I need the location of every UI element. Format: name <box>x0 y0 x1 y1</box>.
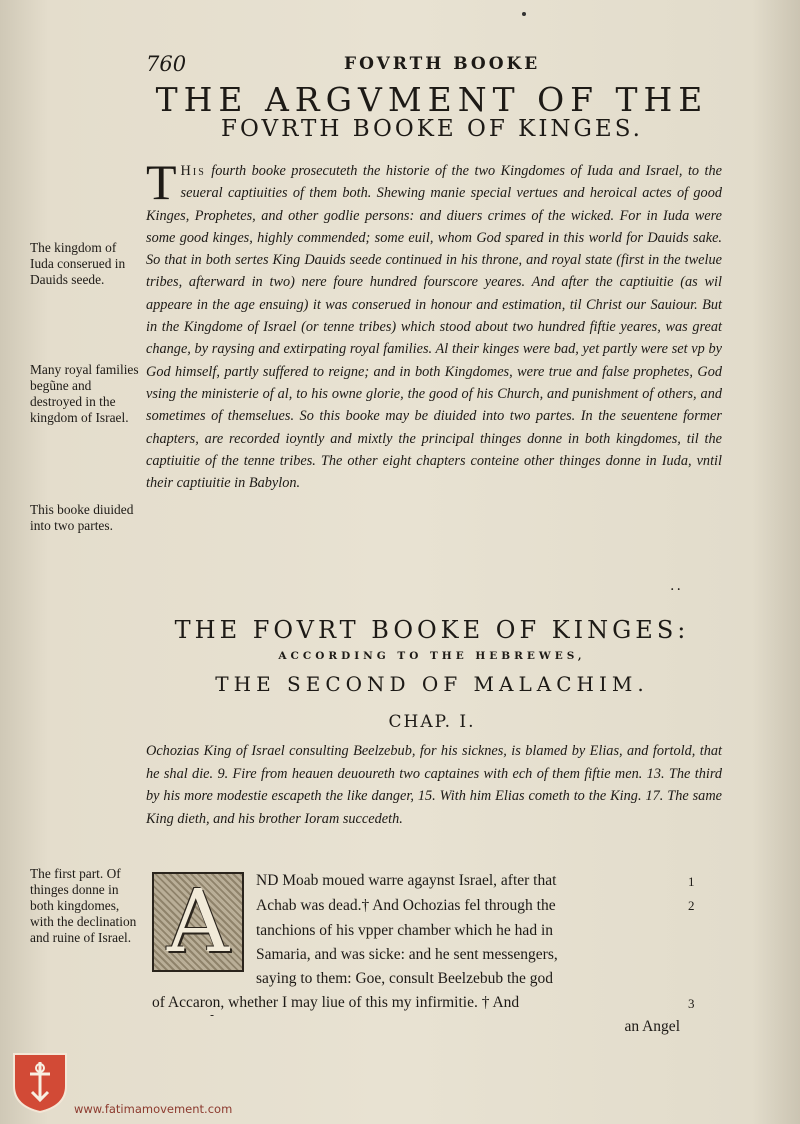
verse-number: 2 <box>688 898 695 913</box>
margin-note-1: The kingdom of Iuda conserued in Dauids seede. <box>30 240 126 287</box>
verse-line-5: saying to them: Goe, consult Beelzebub the god <box>256 970 554 987</box>
section-flourish: .. <box>670 578 683 594</box>
verse-line-6: of Accaron, whether I may liue of this my infirmitie. † And <box>152 994 520 1011</box>
argument-title: THE ARGVMENT OF THE <box>155 80 709 119</box>
verse-number: 1 <box>688 874 695 889</box>
shield-logo-icon <box>12 1052 68 1114</box>
book-second-title: THE SECOND OF MALACHIM. <box>215 672 649 696</box>
running-head: FOVRTH BOOKE <box>344 54 541 74</box>
argument-body-text: fourth booke prosecuteth the historie of the two Kingdomes of Iuda and Israel, to the seueral captiuities of them both. Shewing manie special vertues and heroical actes of good Kinges, Prophetes, and other godlie persons: and diuers crimes of the wicked. For in Iuda were some good kinges, highly commended; some euil, whom God spared in this world for Dauids sake. So that in both sertes King Dauids seede continued in his throne, and royal state (first in the twelue tribes, afterward in two) nere foure hundred fourscore yeares. And after the captiuitie (as wil appeare in the age ensuing) it was conserued in honour and estimation, til Christ our Sauiour. But in the Kingdome of Israel (or tenne tribes) which stood about two hundred fiftie yeares, was great change, by raysing and extirpating royal families. Al their kinges were bad, yet partly were set vp by God himself, partly suffered to reigne; and in both Kingdomes, were true and false prophetes, God vsing the ministerie of al, to his owne glorie, the good of his Church, and punishment of others, and sometimes of themselues. So this booke may be diuided into two partes. In the seuentene former chapters, are recorded ioyntly and mixtly the principal thinges donne in both kingdomes, til the captiuitie of the tenne tribes. The other eight chapters conteine other thinges donne in Iuda, vntil their captiuitie in Babylon. <box>146 163 722 492</box>
argument-subtitle: FOVRTH BOOKE OF KINGES. <box>221 116 643 142</box>
decorated-initial <box>152 872 244 972</box>
verse-line-2: Achab was dead.† And Ochozias fel through the <box>256 897 556 914</box>
verse-line-1: ND Moab moued warre agaynst Israel, after that <box>256 872 557 889</box>
book-title: THE FOVRT BOOKE OF KINGES: <box>174 616 690 644</box>
page-number: 760 <box>146 52 187 76</box>
initial-letter: A <box>166 872 230 972</box>
dropcap-letter: T <box>146 154 177 210</box>
margin-note-3: This booke diuided into two partes. <box>30 502 134 533</box>
verse-line-7: an Angel <box>624 1018 680 1035</box>
ink-dot <box>522 12 526 16</box>
book-subline: ACCORDING TO THE HEBREWES, <box>278 650 586 662</box>
argument-first-word: His <box>180 163 206 179</box>
verse-number: 3 <box>688 996 695 1011</box>
argument-text <box>146 154 722 494</box>
chapter-heading: CHAP. I. <box>388 712 476 732</box>
verse-line-3: tanchions of his vpper chamber which he had in <box>256 922 553 939</box>
verse-line-4: Samaria, and was sicke: and he sent messengers, <box>256 946 558 963</box>
margin-note-4: The first part. Of thinges donne in both kingdomes, with the declination and ruine of Israel. <box>30 866 137 945</box>
chapter-summary: Ochozias King of Israel consulting Beelzebub, for his sicknes, is blamed by Elias, and fortold, that he shal die. 9. Fire from heauen deuoureth two captaines with ech of them fiftie men. 13. The third by his more modestie escapeth the like danger, 15. With him Elias cometh to the King. 17. The same King dieth, and his brother Ioram succedeth. <box>146 743 722 827</box>
margin-note-2: Many royal families begũne and destroyed in the kingdom of Israel. <box>30 362 139 425</box>
footer-mark: - <box>210 1008 215 1022</box>
watermark-url[interactable]: www.fatimamovement.com <box>74 1102 233 1116</box>
